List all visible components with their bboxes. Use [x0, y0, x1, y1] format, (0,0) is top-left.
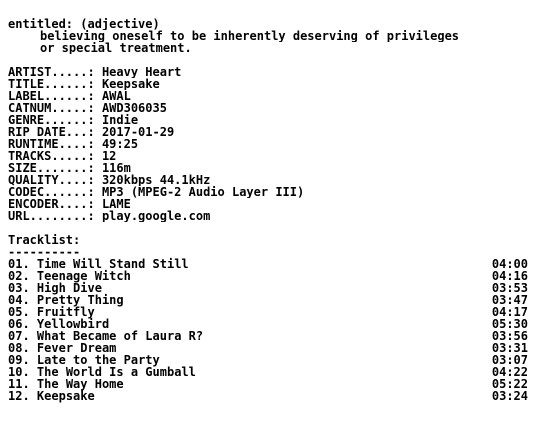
track-number: 06. — [8, 317, 30, 331]
info-row — [8, 138, 528, 150]
nfo-text — [8, 18, 528, 402]
release-info — [8, 66, 528, 222]
track-number: 04. — [8, 293, 30, 307]
track-title: The World Is a Gumball — [36, 365, 196, 379]
track-number: 12. — [8, 389, 30, 403]
track-row — [8, 390, 528, 402]
track-left — [8, 390, 95, 402]
track-title: Late to the Party — [36, 353, 160, 367]
info-key: QUALITY.... — [8, 174, 88, 186]
info-value: Indie — [101, 114, 139, 126]
info-value: 2017-01-29 — [101, 126, 175, 138]
info-value: 116m — [101, 162, 131, 174]
tracklist-rule: ---------- — [8, 246, 81, 258]
track-duration: 03:53 — [491, 281, 528, 295]
info-row — [8, 162, 528, 174]
tracklist-heading: Tracklist: — [8, 234, 81, 246]
info-key: ARTIST..... — [8, 66, 88, 78]
track-title: Fruitfly — [36, 305, 95, 319]
track-duration: 04:17 — [491, 305, 528, 319]
track-title: Pretty Thing — [36, 293, 124, 307]
info-separator: : — [87, 126, 102, 138]
track-duration: 04:22 — [491, 365, 528, 379]
track-duration: 03:07 — [491, 353, 528, 367]
spacer — [8, 222, 528, 234]
info-row — [8, 90, 528, 102]
info-value: Heavy Heart — [101, 66, 182, 78]
definition-term: entitled: (adjective) — [8, 18, 160, 30]
info-separator: : — [87, 138, 102, 150]
track-duration: 05:30 — [491, 317, 528, 331]
info-row — [8, 174, 528, 186]
info-key: TRACKS..... — [8, 150, 88, 162]
info-separator: : — [87, 150, 102, 162]
info-row — [8, 210, 528, 222]
info-value: AWAL — [101, 90, 131, 102]
info-separator: : — [87, 78, 102, 90]
info-key: CATNUM..... — [8, 102, 88, 114]
info-key: RUNTIME.... — [8, 138, 88, 150]
info-separator: : — [87, 174, 102, 186]
info-key: ENCODER.... — [8, 198, 88, 210]
track-title: Teenage Witch — [36, 269, 131, 283]
track-duration: 03:47 — [491, 293, 528, 307]
info-separator: : — [87, 90, 102, 102]
track-title: Yellowbird — [36, 317, 110, 331]
info-separator: : — [87, 114, 102, 126]
info-separator: : — [87, 66, 102, 78]
tracklist — [8, 258, 528, 402]
track-title: High Dive — [36, 281, 102, 295]
info-row — [8, 66, 528, 78]
info-key: RIP DATE... — [8, 126, 88, 138]
info-separator: : — [87, 102, 102, 114]
info-value: 49:25 — [101, 138, 139, 150]
track-duration: 05:22 — [491, 377, 528, 391]
info-value: LAME — [101, 198, 131, 210]
info-row — [8, 78, 528, 90]
track-title: Fever Dream — [36, 341, 117, 355]
info-value: play.google.com — [101, 210, 211, 222]
info-key: TITLE...... — [8, 78, 88, 90]
info-value: Keepsake — [101, 78, 160, 90]
track-duration: 04:16 — [491, 269, 528, 283]
info-row — [8, 126, 528, 138]
track-duration: 03:24 — [491, 389, 528, 403]
info-row — [8, 114, 528, 126]
info-key: GENRE...... — [8, 114, 88, 126]
track-number: 05. — [8, 305, 30, 319]
info-key: CODEC...... — [8, 186, 88, 198]
track-number: 10. — [8, 365, 30, 379]
info-key: SIZE....... — [8, 162, 88, 174]
info-value: 12 — [101, 150, 117, 162]
info-row — [8, 102, 528, 114]
info-row — [8, 198, 528, 210]
track-duration: 04:00 — [491, 257, 528, 271]
info-row — [8, 150, 528, 162]
track-duration: 03:31 — [491, 341, 528, 355]
definition-meaning-2: or special treatment. — [40, 42, 192, 54]
info-separator: : — [87, 162, 102, 174]
info-value: AWD306035 — [101, 102, 167, 114]
track-number: 02. — [8, 269, 30, 283]
track-number: 01. — [8, 257, 30, 271]
track-duration: 03:56 — [491, 329, 528, 343]
info-separator: : — [87, 210, 102, 222]
track-title: Time Will Stand Still — [36, 257, 189, 271]
info-key: LABEL...... — [8, 90, 88, 102]
info-separator: : — [87, 198, 102, 210]
info-value: 320kbps 44.1kHz — [101, 174, 211, 186]
spacer — [8, 54, 528, 66]
track-number: 11. — [8, 377, 30, 391]
definition-meaning-1: believing oneself to be inherently deserving of privileges — [40, 30, 460, 42]
track-title: What Became of Laura R? — [36, 329, 204, 343]
info-value: MP3 (MPEG-2 Audio Layer III) — [101, 186, 305, 198]
info-key: URL........ — [8, 210, 88, 222]
track-number: 03. — [8, 281, 30, 295]
info-row — [8, 186, 528, 198]
track-number: 08. — [8, 341, 30, 355]
track-number: 09. — [8, 353, 30, 367]
track-number: 07. — [8, 329, 30, 343]
info-separator: : — [87, 186, 102, 198]
track-title: Keepsake — [36, 389, 95, 403]
track-title: The Way Home — [36, 377, 124, 391]
